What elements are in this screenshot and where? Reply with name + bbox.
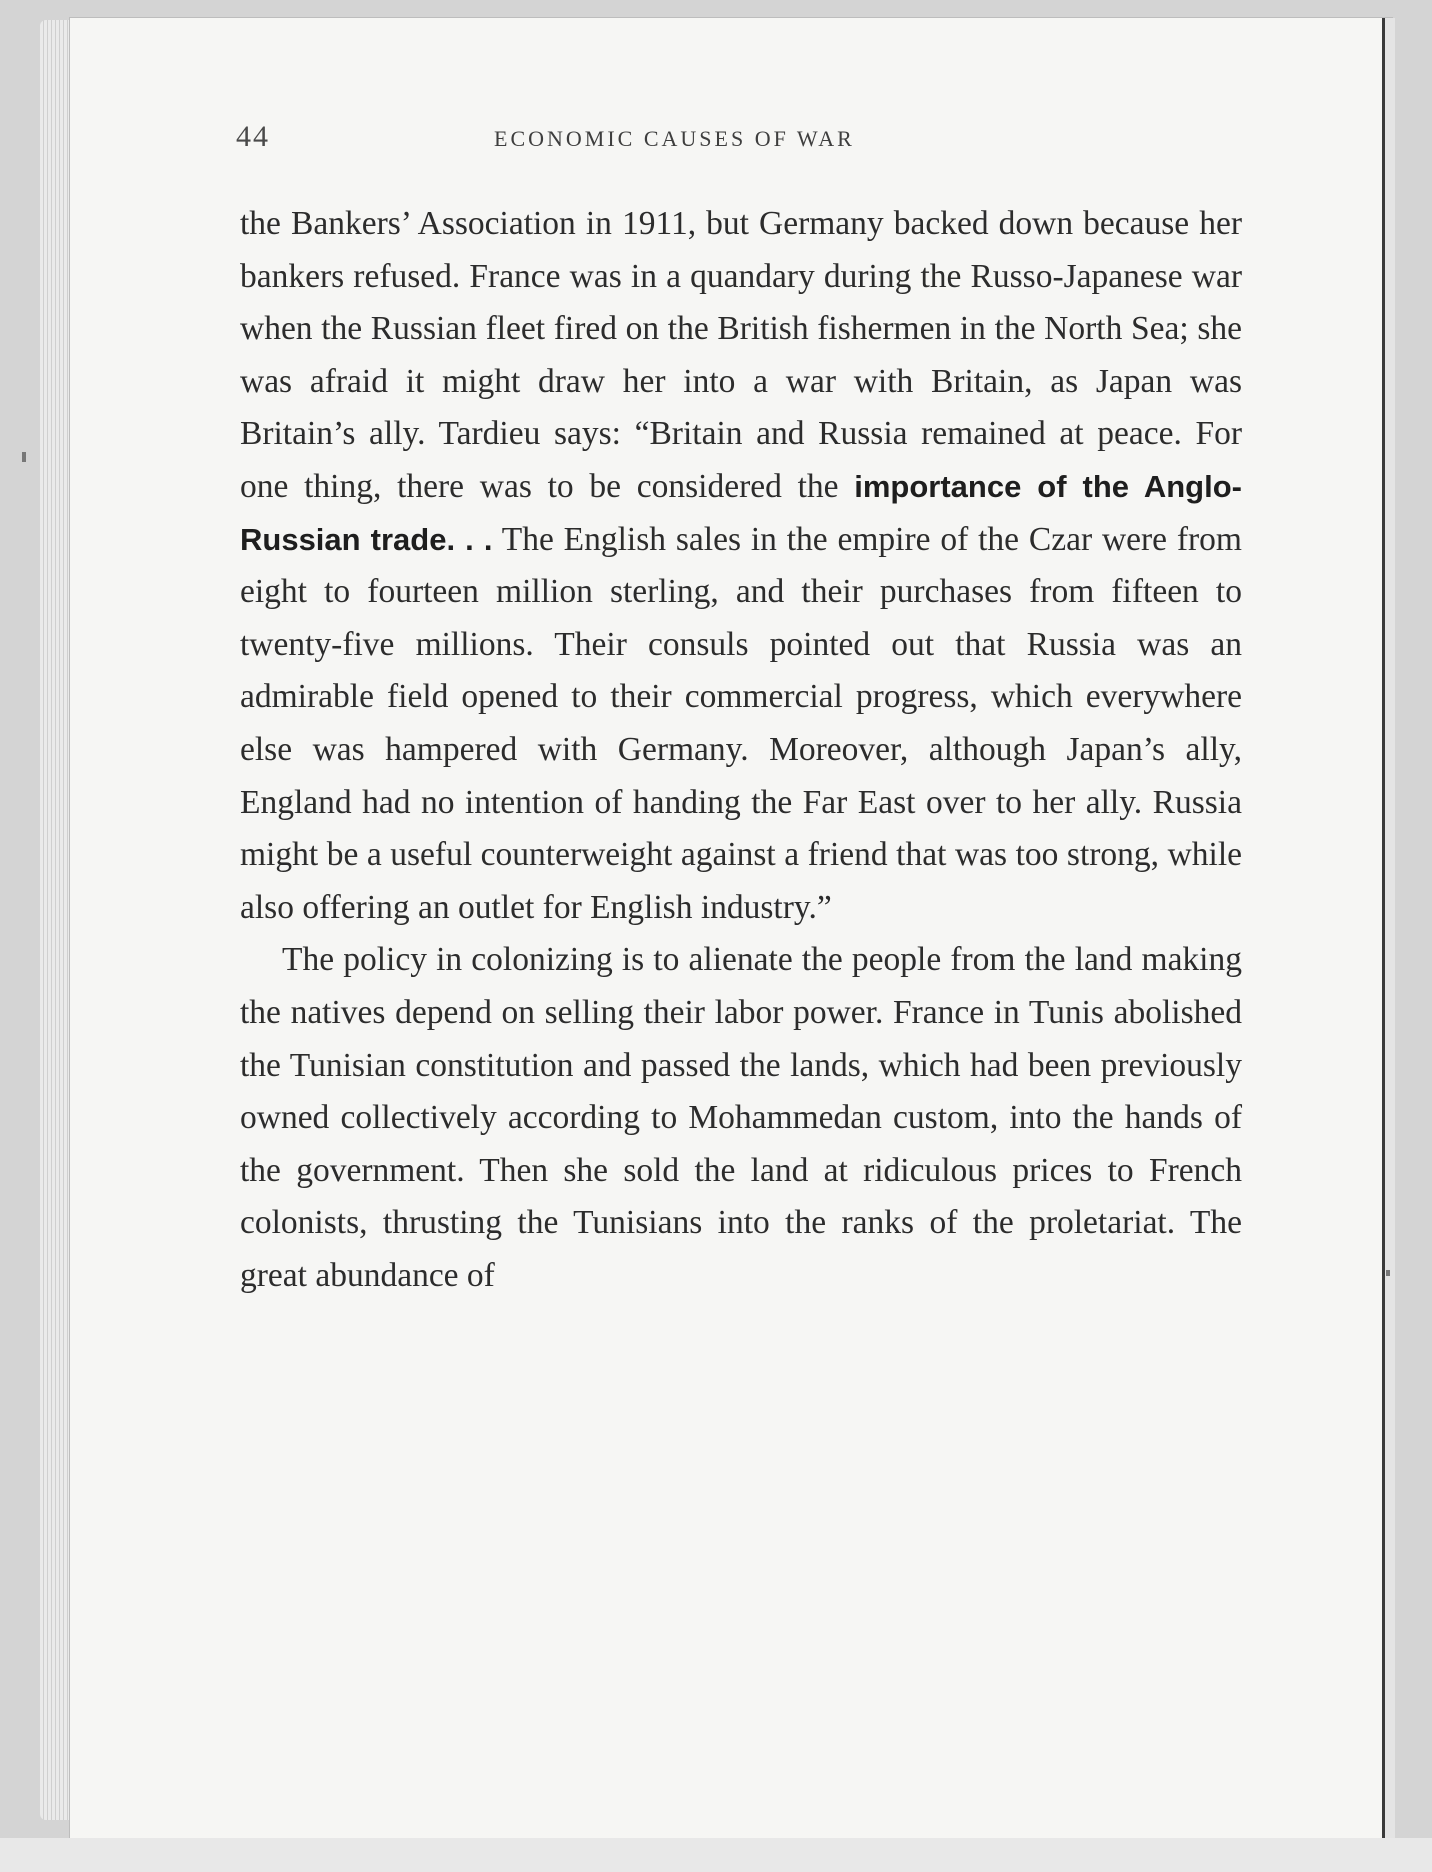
book-spine-edge	[1382, 18, 1395, 1838]
emphasized-phrase: importance of the Anglo-Russian trade. . .	[240, 468, 1242, 557]
body-text	[240, 198, 1242, 1302]
page-number: 44	[236, 120, 270, 153]
scan-bottom-margin	[0, 1838, 1432, 1872]
paragraph-2: The policy in colonizing is to alienate the people from the land making the natives depend on selling their labor power. France in Tunis abolished the Tunisian constitution and passed the lands, which had been previously owned collectively according to Mohammedan custom, into the hands of the government. Then she sold the land at ridiculous prices to French colonists, thrusting the Tunisians into the ranks of the proletariat. The great abundance of	[240, 941, 1242, 1294]
paragraph-1-text-before: the Bankers’ Association in 1911, but Germany backed down because her bankers refused. France was in a quandary during the Russo-Japanese war when the Russian fleet fired on the British fishermen in the North Sea; she was afraid it might draw her into a war with Britain, as Japan was Britain’s ally. Tardieu says: “Britain and Russia remained at peace. For one thing, there was to be considered the	[240, 205, 1242, 505]
scan-speck	[22, 452, 26, 462]
running-head: ECONOMIC CAUSES OF WAR	[494, 126, 855, 151]
paragraph-1	[240, 198, 1242, 934]
page-header	[236, 120, 1236, 160]
paragraph-1-text-after: The English sales in the empire of the Czar were from eight to fourteen million sterling, and their purchases from fifteen to twenty-five millions. Their consuls pointed out that Russia was an admirable field opened to their commercial progress, which everywhere else was hampered with Germany. Moreover, although Japan’s ally, England had no intention of handing the Far East over to her ally. Russia might be a useful counterweight against a friend that was too strong, while also offering an outlet for English industry.”	[240, 520, 1242, 926]
scan-speck	[1386, 1270, 1390, 1276]
